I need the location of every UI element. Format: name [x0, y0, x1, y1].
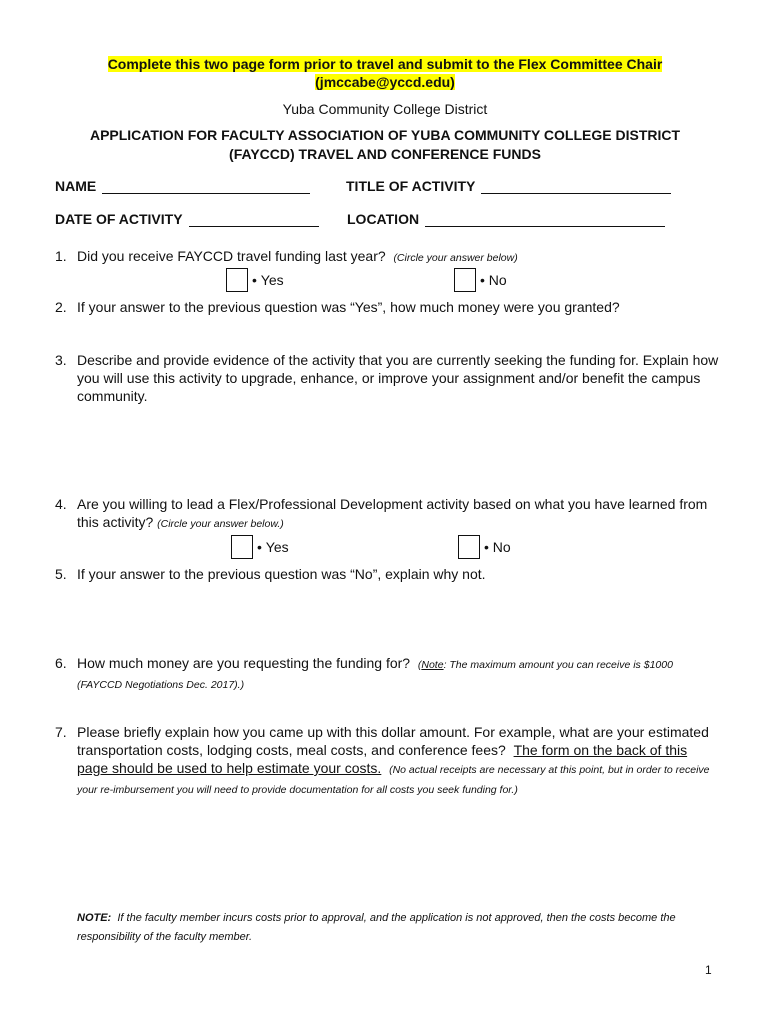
title-of-activity-label: TITLE OF ACTIVITY	[346, 178, 476, 194]
q4-no-label: No	[492, 539, 511, 555]
question-2	[55, 298, 720, 316]
field-row-1	[55, 178, 725, 198]
question-6-text: How much money are you requesting the funding for?	[77, 655, 411, 671]
question-2-number: 2.	[55, 299, 67, 315]
form-title	[40, 126, 730, 164]
q4-yes-label: Yes	[265, 539, 289, 555]
question-3	[55, 351, 720, 405]
question-4-options	[0, 535, 770, 561]
q1-yes-option[interactable]	[226, 268, 284, 292]
note-text: If the faculty member incurs costs prior to approval, and the application is not approved, then the costs become the responsibility of the faculty member.	[77, 912, 676, 943]
question-5-text: If your answer to the previous question was “No”, explain why not.	[77, 566, 486, 582]
bullet-icon: •	[252, 272, 257, 288]
question-7-underlined-text: The form on the back of this page should be used to help estimate your costs.	[77, 742, 688, 776]
question-4-number: 4.	[55, 496, 67, 512]
question-3-number: 3.	[55, 352, 67, 368]
question-7-text: Please briefly explain how you came up with this dollar amount. For example, what are your estimated transportation costs, lodging costs, meal costs, and conference fees?	[77, 724, 709, 758]
note-label: NOTE:	[77, 912, 112, 924]
bullet-icon: •	[480, 272, 485, 288]
date-of-activity-field[interactable]	[55, 211, 319, 227]
question-6-note-label: Note	[421, 659, 444, 671]
banner-email: (jmccabe@yccd.edu)	[315, 74, 455, 90]
name-line[interactable]	[102, 179, 310, 194]
question-1-options	[0, 268, 770, 294]
q1-yes-checkbox[interactable]	[226, 268, 248, 292]
district-name: Yuba Community College District	[282, 101, 488, 117]
submission-banner	[0, 55, 770, 91]
q4-yes-checkbox[interactable]	[231, 535, 253, 559]
question-5	[55, 565, 720, 583]
form-title-line-1: APPLICATION FOR FACULTY ASSOCIATION OF YUBA COMMUNITY COLLEGE DISTRICT	[89, 127, 681, 143]
question-1-number: 1.	[55, 248, 67, 264]
question-4-hint: (Circle your answer below.)	[157, 518, 284, 530]
question-5-number: 5.	[55, 566, 67, 582]
bullet-icon: •	[484, 539, 489, 555]
location-field[interactable]	[347, 211, 665, 227]
question-3-text: Describe and provide evidence of the activity that you are currently seeking the funding for. Explain how you will use this activity to upgrade, enhance, or improve your assignment and/or benefit the campus community.	[77, 352, 719, 404]
name-field[interactable]	[55, 178, 310, 194]
title-of-activity-line[interactable]	[481, 179, 671, 194]
q4-yes-option[interactable]	[231, 535, 289, 559]
question-1-hint: (Circle your answer below)	[393, 252, 518, 264]
location-label: LOCATION	[347, 211, 420, 227]
question-6-number: 6.	[55, 655, 67, 671]
field-row-2	[55, 211, 725, 231]
question-7	[55, 723, 720, 799]
question-6-note-open: (	[417, 659, 422, 671]
date-of-activity-line[interactable]	[189, 212, 319, 227]
bullet-icon: •	[257, 539, 262, 555]
q1-no-checkbox[interactable]	[454, 268, 476, 292]
date-of-activity-label: DATE OF ACTIVITY	[55, 211, 183, 227]
question-1	[55, 247, 720, 267]
question-7-number: 7.	[55, 724, 67, 740]
approval-note	[77, 909, 717, 947]
q1-no-option[interactable]	[454, 268, 507, 292]
question-4-text: Are you willing to lead a Flex/Professional Development activity based on what you have learned from this activity?	[77, 496, 708, 530]
name-label: NAME	[55, 178, 97, 194]
question-6	[55, 654, 720, 694]
q4-no-checkbox[interactable]	[458, 535, 480, 559]
q1-yes-label: Yes	[260, 272, 284, 288]
form-title-line-2: (FAYCCD) TRAVEL AND CONFERENCE FUNDS	[229, 146, 541, 162]
question-7-small-note: (No actual receipts are necessary at this point, but in order to receive your re-imbursement you will need to provide documentation for all costs you seek funding for.)	[77, 764, 710, 796]
title-of-activity-field[interactable]	[346, 178, 671, 194]
q1-no-label: No	[488, 272, 507, 288]
banner-line-1: Complete this two page form prior to travel and submit to the Flex Committee Chair	[107, 56, 663, 72]
q4-no-option[interactable]	[458, 535, 511, 559]
location-line[interactable]	[425, 212, 665, 227]
question-2-text: If your answer to the previous question was “Yes”, how much money were you granted?	[77, 299, 620, 315]
page-number: 1	[705, 963, 712, 977]
question-1-text: Did you receive FAYCCD travel funding last year?	[77, 248, 386, 264]
question-4	[55, 495, 720, 533]
question-6-note-text: : The maximum amount you can receive is $1000 (FAYCCD Negotiations Dec. 2017).)	[77, 659, 673, 691]
